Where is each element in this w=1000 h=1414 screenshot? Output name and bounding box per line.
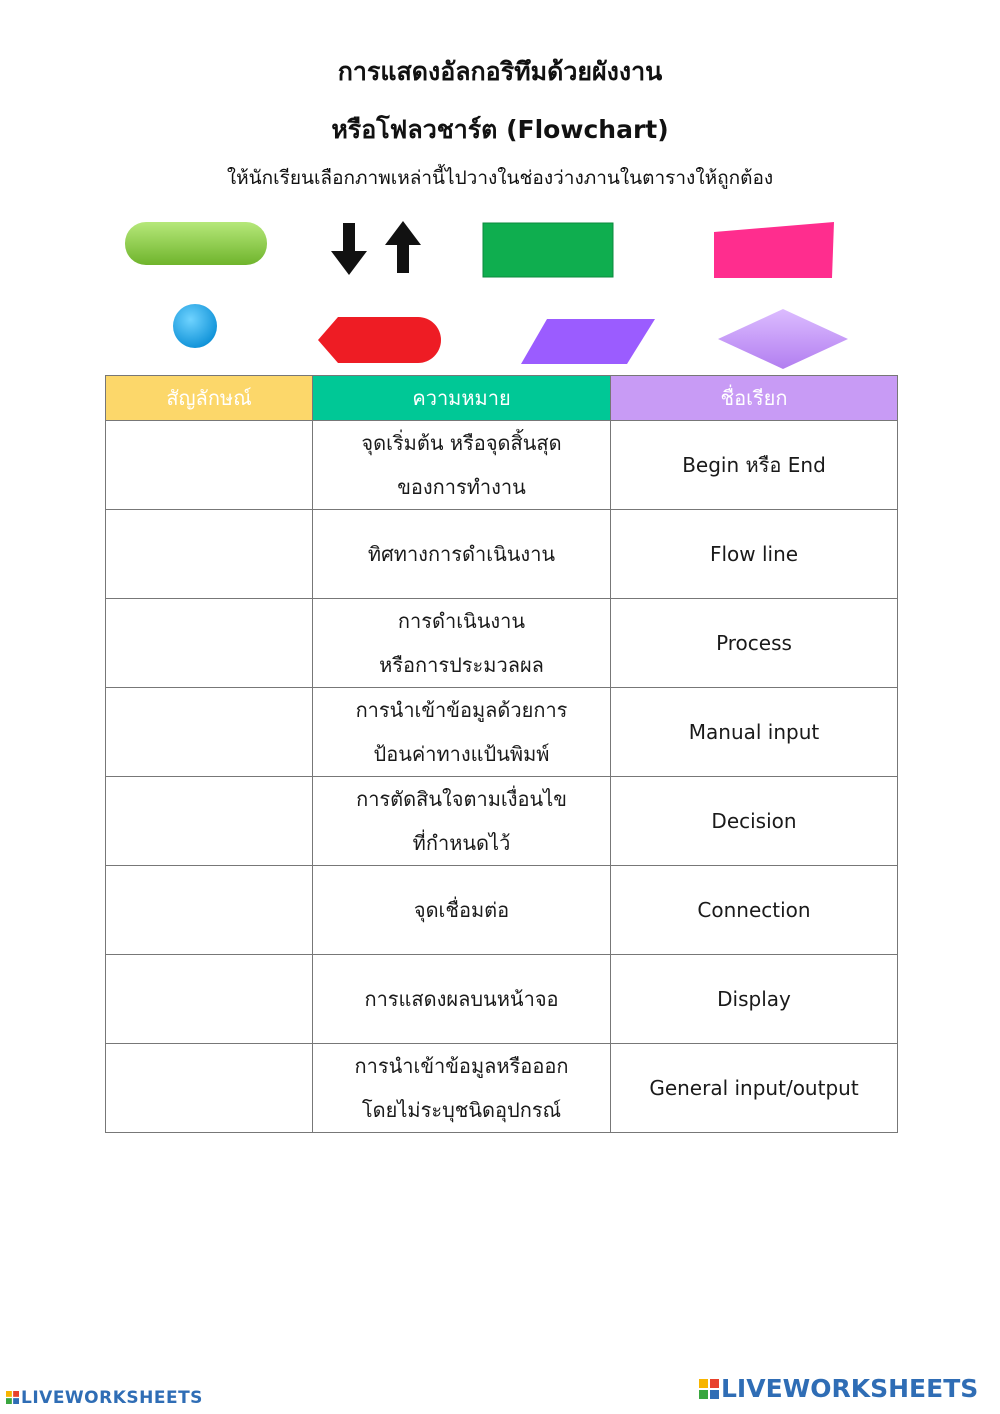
- meaning-cell: การแสดงผลบนหน้าจอ: [313, 955, 611, 1044]
- table-row: [106, 777, 898, 866]
- name-cell: Manual input: [611, 688, 898, 777]
- liveworksheets-logo-icon: [699, 1379, 719, 1399]
- header-name: ชื่อเรียก: [611, 376, 898, 421]
- footer-brand-right[interactable]: [699, 1374, 978, 1403]
- connector-shape[interactable]: [171, 302, 219, 350]
- flowchart-symbol-table: [105, 375, 898, 1133]
- symbol-drop-cell[interactable]: [106, 866, 313, 955]
- display-shape[interactable]: [316, 314, 444, 366]
- liveworksheets-logo-icon: [6, 1391, 19, 1404]
- terminal-shape[interactable]: [123, 220, 269, 268]
- footer-brand-left[interactable]: [6, 1388, 203, 1408]
- meaning-cell: การดำเนินงาน หรือการประมวลผล: [313, 599, 611, 688]
- name-cell: Process: [611, 599, 898, 688]
- manual-input-shape[interactable]: [712, 220, 836, 280]
- header-symbol: สัญลักษณ์: [106, 376, 313, 421]
- page-subtitle: หรือโฟลวชาร์ต (Flowchart): [331, 115, 669, 144]
- meaning-cell: จุดเชื่อมต่อ: [313, 866, 611, 955]
- name-cell: General input/output: [611, 1044, 898, 1133]
- symbol-drop-cell[interactable]: [106, 599, 313, 688]
- name-cell: Connection: [611, 866, 898, 955]
- meaning-cell: การนำเข้าข้อมูลหรือออก โดยไม่ระบุชนิดอุปกรณ์: [313, 1044, 611, 1133]
- table-row: [106, 421, 898, 510]
- symbol-drop-cell[interactable]: [106, 955, 313, 1044]
- table-row: [106, 688, 898, 777]
- page-title: การแสดงอัลกอริทึมด้วยผังงาน: [337, 57, 663, 86]
- table-row: [106, 955, 898, 1044]
- meaning-cell: การตัดสินใจตามเงื่อนไข ที่กำหนดไว้: [313, 777, 611, 866]
- process-shape[interactable]: [482, 222, 614, 278]
- footer-brand-right-text: LIVEWORKSHEETS: [721, 1374, 979, 1403]
- name-cell: Decision: [611, 777, 898, 866]
- name-cell: Display: [611, 955, 898, 1044]
- table-row: [106, 510, 898, 599]
- symbol-drop-cell[interactable]: [106, 688, 313, 777]
- table-row: [106, 866, 898, 955]
- symbol-drop-cell[interactable]: [106, 510, 313, 599]
- name-cell: Begin หรือ End: [611, 421, 898, 510]
- symbol-drop-cell[interactable]: [106, 421, 313, 510]
- symbol-drop-cell[interactable]: [106, 1044, 313, 1133]
- decision-shape[interactable]: [716, 307, 850, 371]
- instruction-text: ให้นักเรียนเลือกภาพเหล่านี้ไปวางในช่องว่างภานในตารางให้ถูกต้อง: [226, 167, 774, 189]
- meaning-cell: ทิศทางการดำเนินงาน: [313, 510, 611, 599]
- header-meaning: ความหมาย: [313, 376, 611, 421]
- name-cell: Flow line: [611, 510, 898, 599]
- input-output-shape[interactable]: [519, 316, 657, 366]
- table-row: [106, 599, 898, 688]
- meaning-cell: จุดเริ่มต้น หรือจุดสิ้นสุด ของการทำงาน: [313, 421, 611, 510]
- table-row: [106, 1044, 898, 1133]
- footer-brand-left-text: LIVEWORKSHEETS: [21, 1388, 203, 1408]
- flow-arrows-shape[interactable]: [330, 219, 424, 277]
- meaning-cell: การนำเข้าข้อมูลด้วยการ ป้อนค่าทางแป้นพิมพ์: [313, 688, 611, 777]
- symbol-drop-cell[interactable]: [106, 777, 313, 866]
